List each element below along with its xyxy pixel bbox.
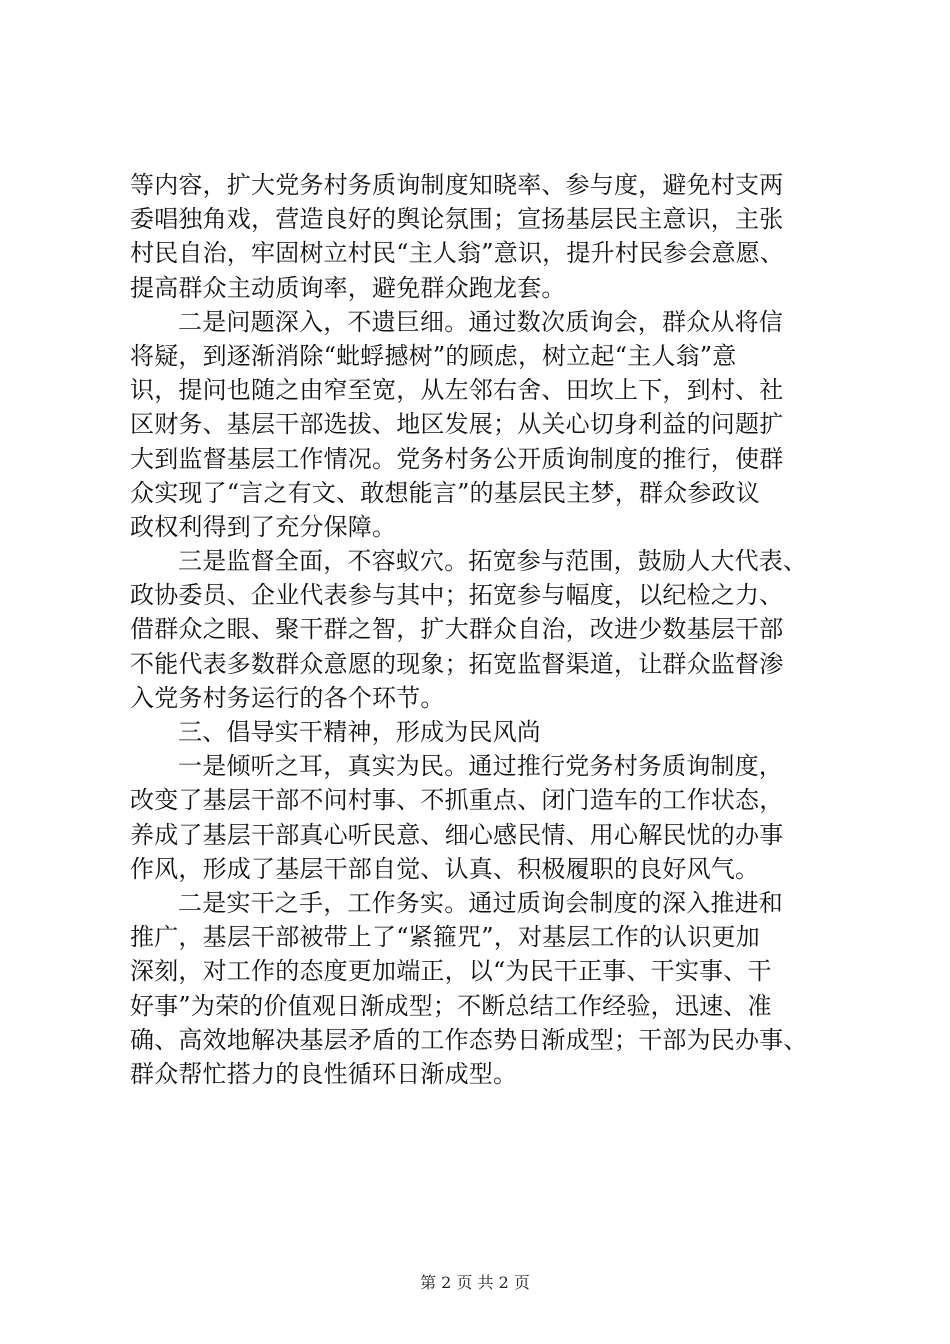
document-body [130,168,830,1091]
text-line: 将疑，到逐渐消除“蚍蜉撼树”的顾虑，树立起“主人翁”意 [130,341,737,370]
text-line: 大到监督基层工作情况。党务村务公开质询制度的推行，使群 [130,444,784,473]
text-line: 不能代表多数群众意愿的现象；拓宽监督渠道，让群众监督渗 [130,649,784,678]
text-line: 好事”为荣的价值观日渐成型；不断总结工作经验，迅速、准 [130,991,772,1020]
text-line: 等内容，扩大党务村务质询制度知晓率、参与度，避免村支两 [130,171,784,199]
paragraph-start-line: 二是问题深入，不遗巨细。通过数次质询会，群众从将信 [178,307,783,336]
text-line: 村民自治，牢固树立村民“主人翁”意识，提升村民参会意愿、 [130,239,785,268]
text-line: 政权利得到了充分保障。 [130,512,397,541]
text-line: 入党务村务运行的各个环节。 [130,683,445,712]
text-line: 深刻，对工作的态度更加端正，以“为民干正事、干实事、干 [130,957,772,986]
page-number-footer: 第 2 页 共 2 页 [420,1273,530,1292]
text-line: 确、高效地解决基层矛盾的工作态势日渐成型；干部为民办事、 [130,1025,808,1054]
text-line: 提高群众主动质询率，避免群众跑龙套。 [130,273,566,302]
text-line: 区财务、基层干部选拔、地区发展；从关心切身利益的问题扩 [130,410,784,439]
paragraph-start-line: 三是监督全面，不容蚁穴。拓宽参与范围，鼓励人大代表、 [178,547,808,576]
text-line: 推广，基层干部被带上了“紧箍咒”，对基层工作的认识更加 [130,923,760,952]
text-line: 识，提问也随之由窄至宽，从左邻右舍、田坎上下，到村、社 [130,376,784,405]
text-line: 改变了基层干部不问村事、不抓重点、闭门造车的工作状态， [130,786,784,815]
text-line: 众实现了“言之有文、敢想能言”的基层民主梦，群众参政议 [130,478,760,507]
paragraph-start-line: 一是倾听之耳，真实为民。通过推行党务村务质询制度， [178,752,783,781]
text-line: 养成了基层干部真心听民意、细心感民情、用心解民忧的办事 [130,820,784,849]
text-line: 群众帮忙搭力的良性循环日渐成型。 [130,1059,518,1088]
text-line: 作风，形成了基层干部自觉、认真、积极履职的良好风气。 [130,854,760,883]
text-line: 委唱独角戏，营造良好的舆论氛围；宣扬基层民主意识，主张 [130,205,784,234]
section-heading: 三、倡导实干精神，形成为民风尚 [178,718,541,746]
text-line: 借群众之眼、聚干群之智，扩大群众自治，改进少数基层干部 [130,615,784,644]
text-line: 政协委员、企业代表参与其中；拓宽参与幅度，以纪检之力、 [130,581,784,610]
paragraph-start-line: 二是实干之手，工作务实。通过质询会制度的深入推进和 [178,888,783,917]
